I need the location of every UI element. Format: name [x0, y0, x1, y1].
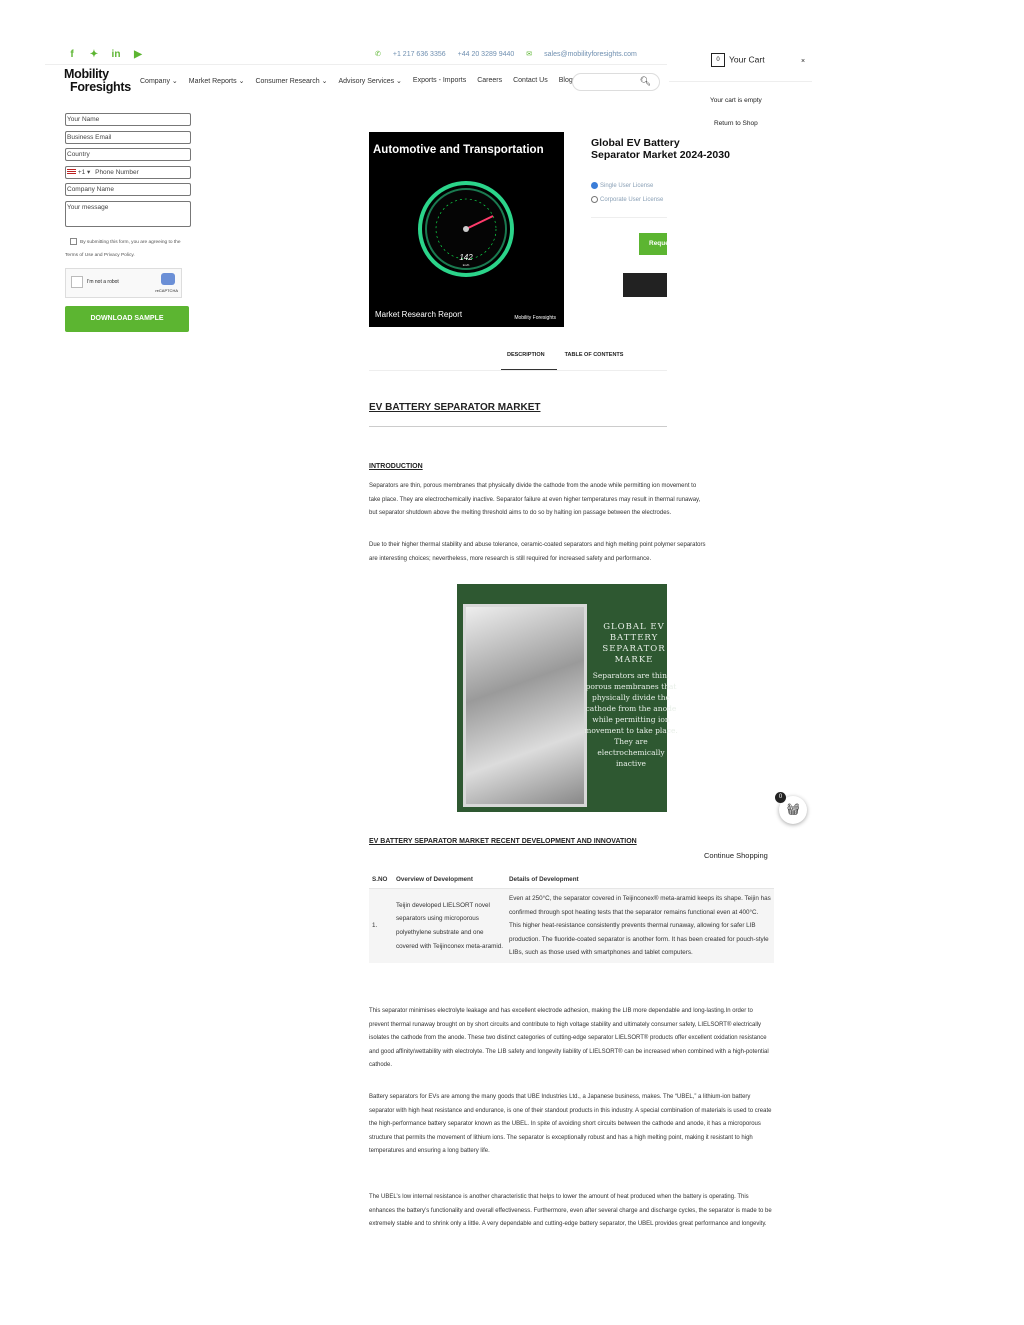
factory-photo: [463, 604, 587, 807]
phone-us[interactable]: +1 217 636 3356: [392, 50, 446, 58]
product-title-text: Global EV Battery Separator Market 2024-2030: [591, 137, 730, 161]
paragraph-lielsort: This separator minimises electrolyte leakage and has excellent electrode adhesion, making the LIB more dependable and long-lasting.In order to prevent thermal runaway brought on by short circuits and contribute to high voltage stability and ultimately consumer safety, LIELSORT® electrically isolates the cathode from the anode. These two distinct categories of cutting-edge separator LIELSORT® products offer excellent oxidation resistance and good affinity/wettability with electrolyte. The LIB safety and longevity liability of LIELSORT® can be increased when combined with a high-potential cathode.: [369, 1008, 769, 1069]
license-single[interactable]: [591, 182, 667, 189]
radio-selected-icon[interactable]: [591, 182, 598, 189]
product-image-subtitle: Market Research Report: [375, 310, 463, 319]
nav-careers[interactable]: Careers: [477, 77, 503, 84]
message-field[interactable]: Your message: [65, 201, 191, 227]
banner-title: GLOBAL EV BATTERY SEPARATOR MARKE: [602, 622, 666, 665]
banner-body: Separators are thin, porous membranes that physically divide the cathode from the anode while permitting ion movement to take place. They are electrochemically inactive: [584, 671, 678, 768]
tabs: [507, 352, 623, 358]
article-title: EV BATTERY SEPARATOR MARKET: [369, 402, 541, 413]
phone-uk[interactable]: +44 20 3289 9440: [457, 50, 515, 58]
basket-icon: 🧺︎: [786, 804, 800, 816]
us-flag-icon[interactable]: [67, 169, 76, 175]
introduction-heading: INTRODUCTION: [369, 463, 423, 470]
logo-line1: Mobility: [64, 67, 109, 81]
speedometer-icon: [417, 180, 515, 278]
divider: [669, 81, 812, 82]
terms-checkbox[interactable]: [70, 238, 77, 245]
request-button[interactable]: [639, 233, 675, 255]
license-corporate[interactable]: [591, 196, 667, 203]
buy-button[interactable]: [623, 273, 667, 297]
recaptcha-icon: [161, 273, 175, 285]
nav-advisory-services[interactable]: Advisory Services ⌄: [338, 78, 402, 85]
nav-contact-us[interactable]: Contact Us: [513, 77, 548, 84]
terms-text: By submitting this form, you are agreeing to the Terms of Use and Privacy Policy.: [65, 239, 181, 258]
development-table: [369, 871, 774, 963]
close-icon[interactable]: ×: [801, 58, 806, 65]
col-details: Details of Development: [506, 871, 774, 889]
captcha-checkbox[interactable]: [71, 276, 83, 288]
col-overview: Overview of Development: [393, 871, 506, 889]
tab-description[interactable]: DESCRIPTION: [507, 352, 545, 358]
phone-placeholder: Phone Number: [95, 168, 139, 176]
continue-shopping-link[interactable]: Continue Shopping: [704, 851, 768, 860]
license-corporate-label: Corporate User License: [600, 197, 664, 204]
email-link[interactable]: sales@mobilityforesights.com: [544, 50, 637, 58]
cart-bag-icon: [711, 53, 725, 67]
email-field[interactable]: Business Email: [65, 131, 191, 144]
intro-paragraph: [369, 480, 701, 521]
table-row: [369, 889, 774, 963]
divider: [369, 426, 667, 427]
paragraph-ube: Battery separators for EVs are among the many goods that UBE Industries Ltd., a Japanese business, makes. The “UBEL,” a lithium-ion battery separator with high heat resistance and endurance, is one of their standout products in this industry. A special combination of materials is used to create the high-performance battery separator known as the UBEL. In spite of avoiding short circuits between the cathode and anode, it has a microporous structure that permits the movement of lithium ions. The separator is exceptionally robust and has a high melting point, making it resistant to high temperatures and ensuring a long battery life.: [369, 1094, 772, 1155]
captcha-label: I'm not a robot: [87, 278, 119, 285]
speed-unit: km/h: [462, 263, 470, 267]
intro-line-1: Separators are thin, porous membranes that physically divide the cathode from the anode while permitting ion movement to: [369, 483, 697, 489]
paragraph-ubel: The UBEL’s low internal resistance is another characteristic that helps to lower the amount of heat produced when the battery is operating. This enhances the battery’s functionality and overall effectiveness. Furthermore, even after several charge and discharge cycles, the separator is made to be extremely stable and to shrink only a little. A very dependable and cutting-edge battery separator, the UBEL provides great performance and longevity.: [369, 1194, 772, 1228]
sample-form: [65, 113, 189, 332]
cell-overview: Teijin developed LIELSORT novel separators using microporous polyethylene substrate and one covered with Teijinconex meta-aramid.: [393, 889, 506, 963]
name-field[interactable]: Your Name: [65, 113, 191, 126]
license-single-label: Single User License: [600, 183, 654, 190]
intro-line-3: but separator shutdown above the melting threshold aims to do so by halting ion passage between the electrodes.: [369, 510, 672, 517]
cell-sno: 1.: [369, 889, 393, 963]
speed-value: 142: [459, 253, 473, 262]
social-links: [66, 49, 144, 61]
contact-bar: [375, 50, 637, 58]
download-sample-button[interactable]: DOWNLOAD SAMPLE: [65, 306, 189, 332]
divider: [591, 217, 667, 218]
cell-details: Even at 250°C, the separator covered in Teijinconex® meta-aramid keeps its shape. Teijin has confirmed through spot heating tests that the separator remains functional even at 400°C. This higher heat-resistance consistently prevents thermal runaway, allowing for safer LIB production. The fluoride-coated separator is another form. It has been created for pouch-style LIBs, such as those used with smartphones and tablet computers.: [506, 889, 774, 963]
terms-checkbox-row: [65, 236, 189, 262]
phone-code[interactable]: +1 ▾: [77, 168, 91, 176]
table-header-row: [369, 871, 774, 889]
captcha-brand: reCAPTCHA: [155, 287, 178, 293]
cart-header: [711, 53, 811, 67]
intro2-line-2: are interesting choices; nevertheless, more research is still required for increased safety and performance.: [369, 555, 652, 562]
country-field[interactable]: Country: [65, 148, 191, 161]
mail-icon: ✉: [526, 51, 533, 58]
company-field[interactable]: Company Name: [65, 183, 191, 196]
search-icon[interactable]: 🔍︎: [639, 76, 651, 86]
return-to-shop-link[interactable]: Return to Shop: [714, 120, 758, 127]
intro-line-2: take place. They are electrochemically inactive. Separator failure at even higher temperatures may result in thermal runaway,: [369, 496, 701, 503]
nav-company[interactable]: Company ⌄: [140, 78, 178, 85]
facebook-icon[interactable]: f: [70, 49, 74, 60]
twitter-icon[interactable]: ✦: [89, 49, 99, 60]
product-image-brand: Mobility Foresights: [514, 315, 556, 321]
product-image-title: Automotive and Transportation: [373, 144, 544, 156]
radio-icon[interactable]: [591, 196, 598, 203]
main-nav: [140, 77, 573, 85]
nav-exports-imports[interactable]: Exports - Imports: [412, 77, 467, 84]
youtube-icon[interactable]: ▶: [134, 49, 142, 60]
linkedin-icon[interactable]: in: [111, 49, 121, 60]
request-label: Request: [649, 240, 675, 247]
cart-title: Your Cart: [729, 54, 765, 65]
tab-table-of-contents[interactable]: TABLE OF CONTENTS: [564, 352, 624, 358]
market-banner-image: [457, 584, 678, 812]
logo[interactable]: [64, 68, 131, 94]
logo-line2: Foresights: [70, 80, 131, 94]
divider: [369, 370, 667, 371]
intro2-line-1: Due to their higher thermal stability and abuse tolerance, ceramic-coated separators and high melting point polymer separators: [369, 542, 706, 548]
cart-count: 0: [716, 57, 720, 63]
cart-empty-text: Your cart is empty: [710, 97, 762, 104]
product-image: [369, 132, 564, 327]
col-sno: S.NO: [369, 871, 393, 889]
phone-icon: ✆: [375, 51, 381, 58]
nav-blog[interactable]: Blog: [558, 77, 573, 84]
nav-market-reports[interactable]: Market Reports ⌄: [188, 78, 245, 85]
basket-count-badge: 0: [775, 792, 786, 803]
phone-field[interactable]: [65, 166, 191, 179]
divider: [45, 64, 667, 65]
recaptcha: [65, 268, 182, 298]
product-title: [591, 137, 730, 161]
search-input[interactable]: [572, 73, 660, 91]
nav-consumer-research[interactable]: Consumer Research ⌄: [255, 78, 328, 85]
intro-paragraph-2: [369, 539, 706, 566]
development-heading: EV BATTERY SEPARATOR MARKET RECENT DEVELOPMENT AND INNOVATION: [369, 838, 637, 845]
